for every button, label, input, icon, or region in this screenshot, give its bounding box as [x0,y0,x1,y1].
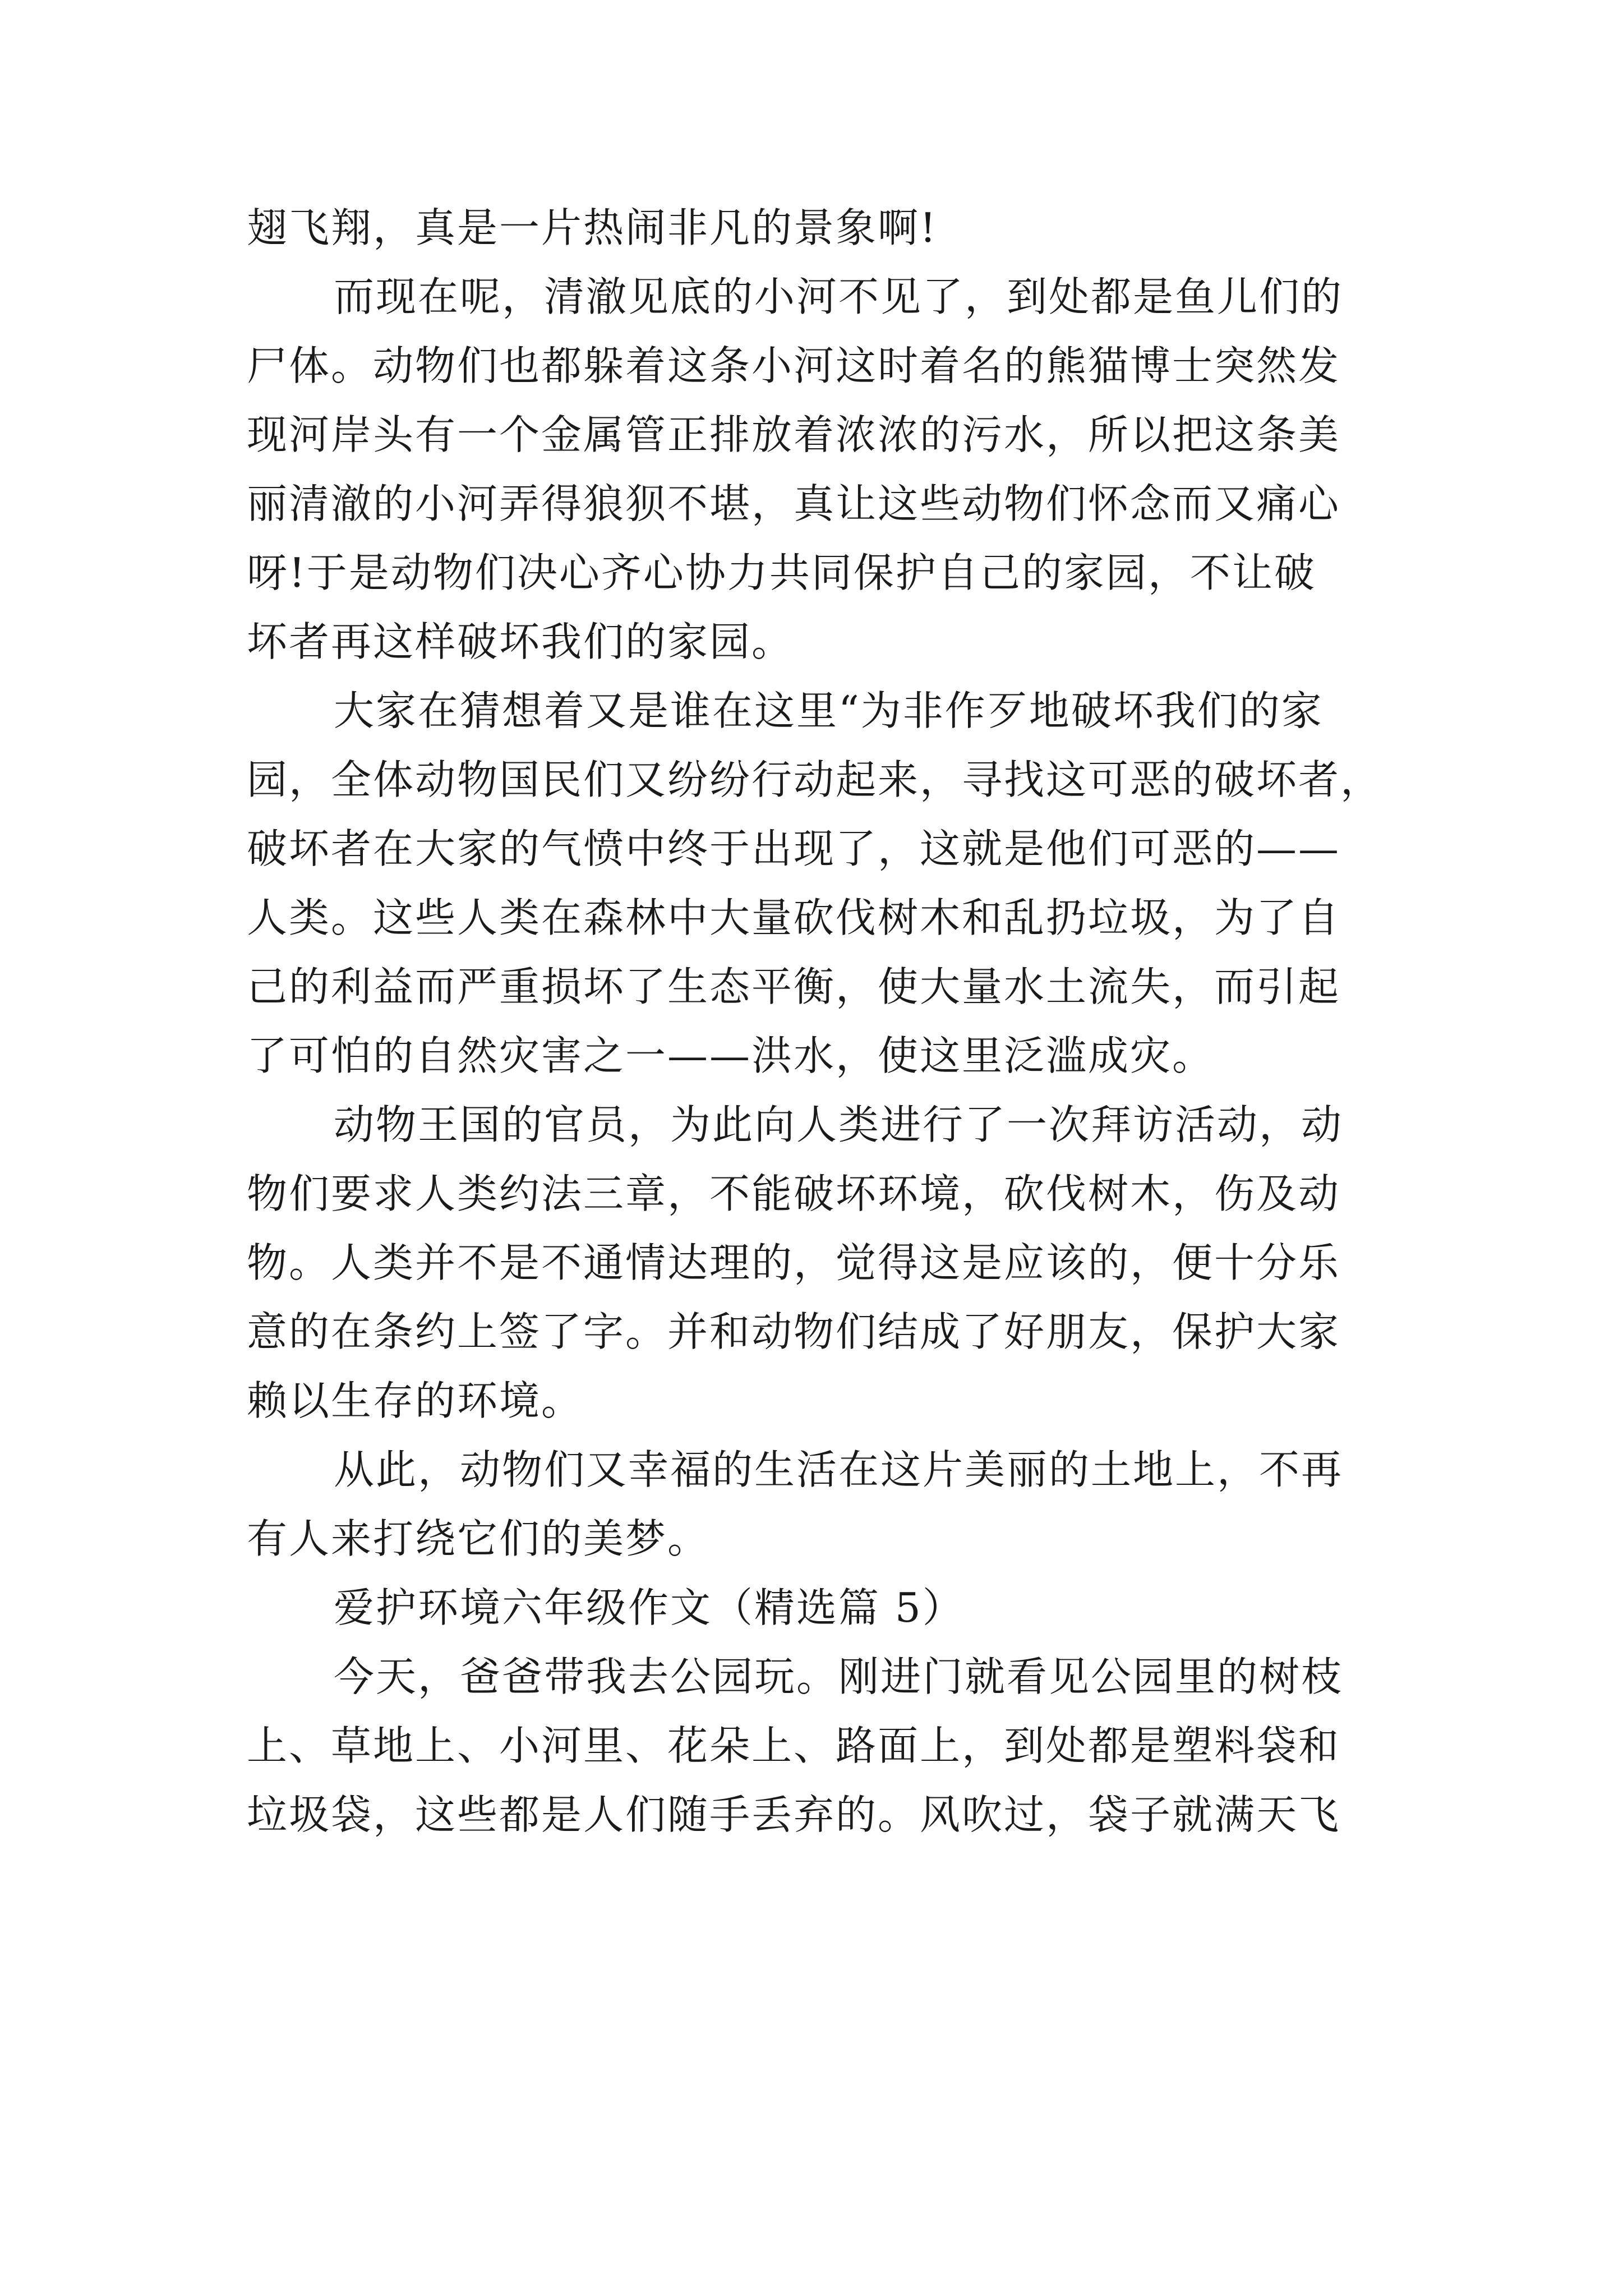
text-line: 现河岸头有一个金属管正排放着浓浓的污水，所以把这条美 [247,411,1341,458]
text-line: 园，全体动物国民们又纷纷行动起来，寻找这可恶的破坏者， [247,756,1383,803]
body-text [247,194,1383,1849]
text-line: 上、草地上、小河里、花朵上、路面上，到处都是塑料袋和 [247,1722,1341,1769]
text-line: 有人来打绕它们的美梦。 [247,1515,710,1562]
text-line: 翅飞翔，真是一片热闹非凡的景象啊! [247,204,938,251]
text-line: 尸体。动物们也都躲着这条小河这时着名的熊猫博士突然发 [247,342,1341,389]
text-line: 今天，爸爸带我去公园玩。刚进门就看见公园里的树枝 [334,1653,1344,1700]
text-line: 垃圾袋，这些都是人们随手丢弃的。风吹过，袋子就满天飞 [247,1791,1341,1838]
text-line: 坏者再这样破坏我们的家园。 [247,618,794,665]
text-line: 了可怕的自然灾害之一——洪水，使这里泛滥成灾。 [247,1032,1215,1079]
text-line: 破坏者在大家的气愤中终于出现了，这就是他们可恶的—— [247,825,1341,872]
text-line: 而现在呢，清澈见底的小河不见了，到处都是鱼儿们的 [334,273,1344,320]
text-line: 呀!于是动物们决心齐心协力共同保护自己的家园，不让破 [247,549,1316,596]
text-line: 动物王国的官员，为此向人类进行了一次拜访活动，动 [334,1101,1344,1148]
text-line: 己的利益而严重损坏了生态平衡，使大量水土流失，而引起 [247,963,1341,1010]
text-line: 人类。这些人类在森林中大量砍伐树木和乱扔垃圾，为了自 [247,894,1341,941]
text-line: 物们要求人类约法三章，不能破坏环境，砍伐树木，伤及动 [247,1170,1341,1217]
text-line: 从此，动物们又幸福的生活在这片美丽的土地上，不再 [334,1446,1344,1493]
text-line: 赖以生存的环境。 [247,1377,584,1424]
text-line: 爱护环境六年级作文（精选篇 5） [334,1584,965,1631]
text-line: 物。人类并不是不通情达理的，觉得这是应该的，便十分乐 [247,1239,1341,1286]
text-line: 丽清澈的小河弄得狼狈不堪，真让这些动物们怀念而又痛心 [247,480,1341,527]
text-line: 大家在猜想着又是谁在这里“为非作歹地破坏我们的家 [334,687,1324,734]
text-line: 意的在条约上签了字。并和动物们结成了好朋友，保护大家 [247,1308,1341,1355]
